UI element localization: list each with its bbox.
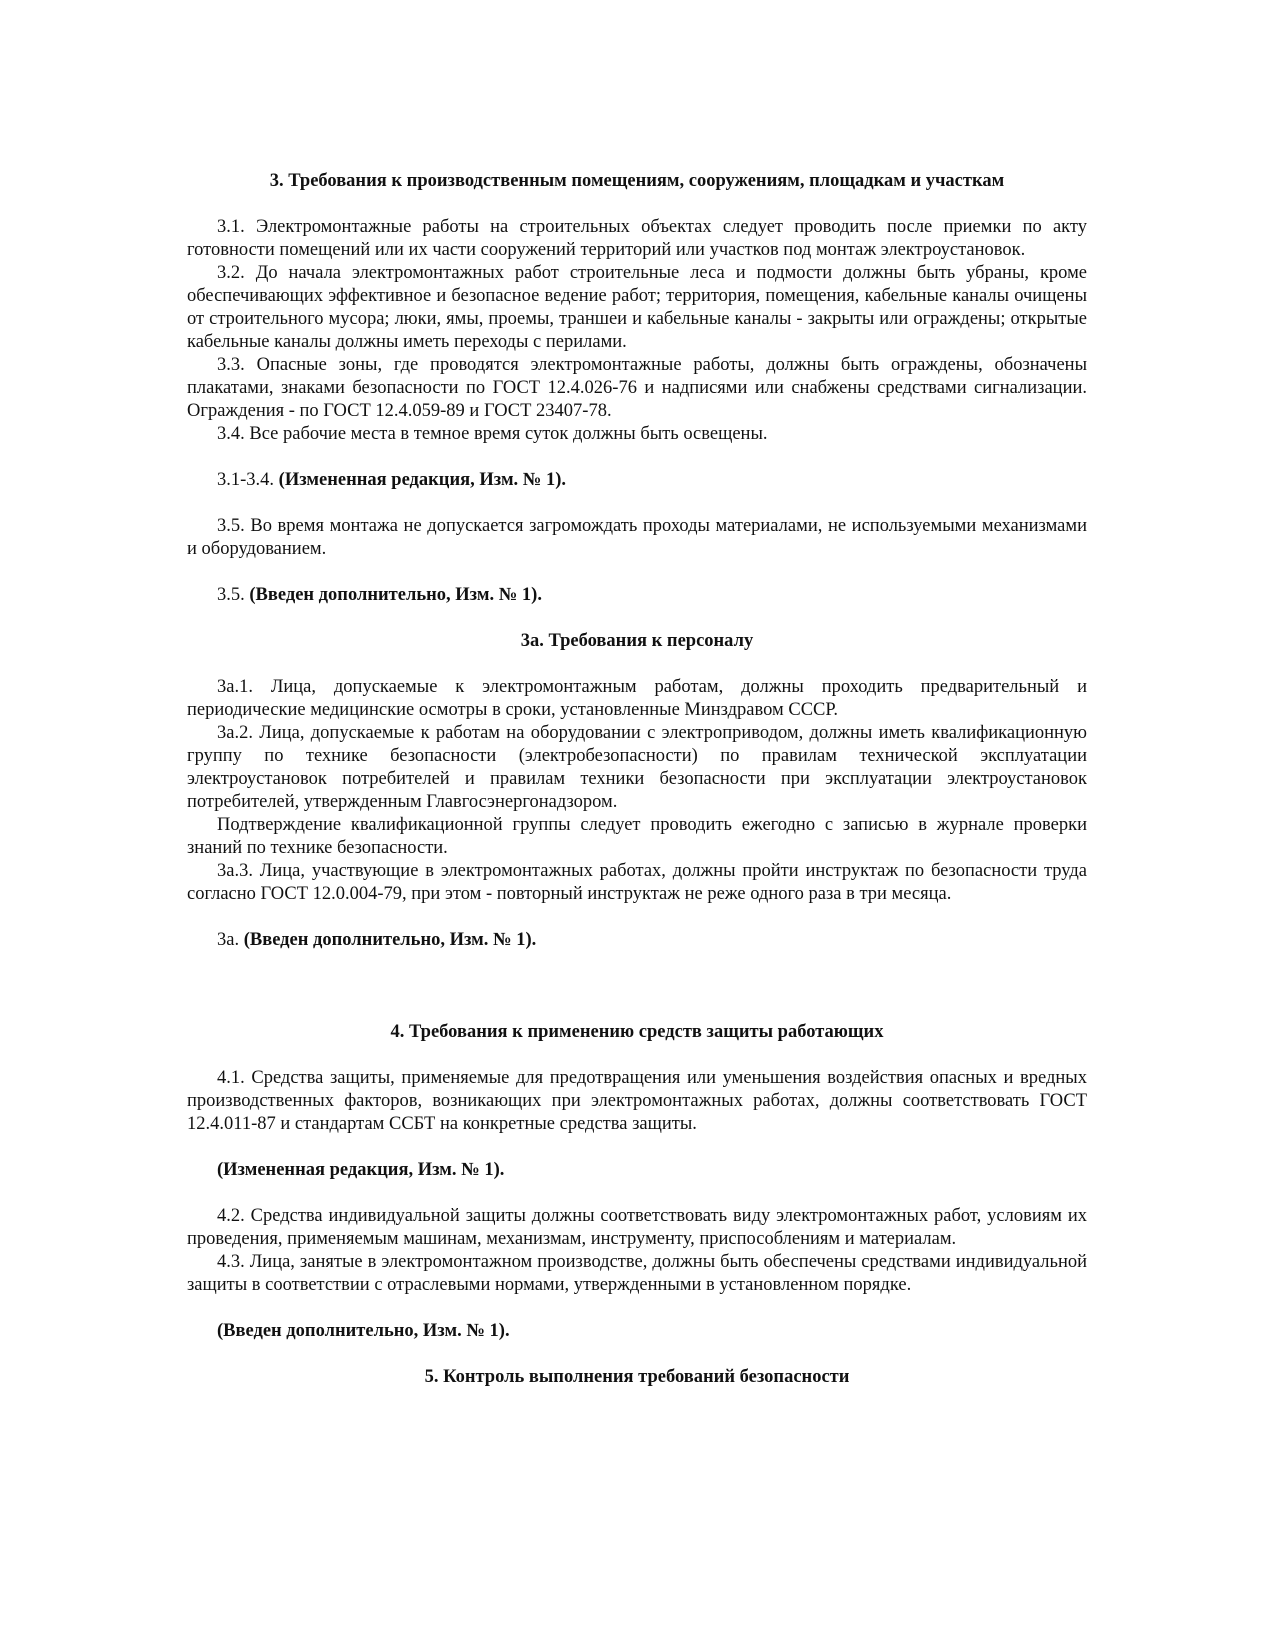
paragraph-4-3: 4.3. Лица, занятые в электромонтажном производстве, должны быть обеспечены средствами индивидуальной защиты в соответствии с отраслевыми нормами, утвержденными в установленном порядке. — [187, 1252, 1087, 1295]
amendment-note-4-3 — [187, 1320, 1087, 1343]
paragraph-3a-2-confirmation: Подтверждение квалификационной группы следует проводить ежегодно с записью в журнале проверки знаний по технике безопасности. — [187, 815, 1087, 858]
paragraph-3-3: 3.3. Опасные зоны, где проводятся электромонтажные работы, должны быть ограждены, обозначены плакатами, знаками безопасности по ГОСТ 12.4.026-76 и надписями или снабжены средствами сигнализации. Ограждения - по ГОСТ 12.4.059-89 и ГОСТ 23407-78. — [187, 355, 1087, 421]
paragraph-3-1: 3.1. Электромонтажные работы на строительных объектах следует проводить после приемки по акту готовности помещений или их части сооружений территорий или участков под монтаж электроустановок. — [187, 217, 1087, 260]
amendment-note-text: (Введен дополнительно, Изм. № 1). — [217, 1321, 510, 1341]
amendment-note-3-1-3-4 — [187, 469, 1087, 492]
paragraph-3a-2: 3а.2. Лица, допускаемые к работам на оборудовании с электроприводом, должны иметь квалификационную группу по технике безопасности (электробезопасности) по правилам технической эксплуатации электроустановок потребителей и правилам техники безопасности при эксплуатации электроустановок потребителей, утвержденным Главгосэнергонадзором. — [187, 723, 1087, 812]
section-3-heading: 3. Требования к производственным помещениям, сооружениям, площадкам и участкам — [269, 171, 1005, 191]
paragraph-3-4: 3.4. Все рабочие места в темное время суток должны быть освещены. — [217, 424, 768, 444]
amendment-note-prefix: 3а. — [217, 930, 244, 950]
amendment-note-4-1 — [187, 1159, 1087, 1182]
paragraph-3-5: 3.5. Во время монтажа не допускается загромождать проходы материалами, не используемыми механизмами и оборудованием. — [187, 516, 1087, 559]
amendment-note-text: (Измененная редакция, Изм. № 1). — [278, 470, 567, 490]
amendment-note-3a — [187, 929, 1087, 952]
section-5-heading: 5. Контроль выполнения требований безопасности — [424, 1367, 850, 1387]
document-page — [187, 170, 1087, 1389]
paragraph-3-2: 3.2. До начала электромонтажных работ строительные леса и подмости должны быть убраны, кроме обеспечивающих эффективное и безопасное ведение работ; территория, помещения, кабельные каналы очищены от строительного мусора; люки, ямы, проемы, траншеи и кабельные каналы - закрыты или ограждены; открытые кабельные каналы должны иметь переходы с перилами. — [187, 263, 1087, 352]
section-3a-heading: 3а. Требования к персоналу — [520, 631, 754, 651]
amendment-note-text: (Введен дополнительно, Изм. № 1). — [243, 930, 537, 950]
paragraph-4-2: 4.2. Средства индивидуальной защиты должны соответствовать виду электромонтажных работ, условиям их проведения, применяемым машинам, механизмам, инструменту, приспособлениям и материалам. — [187, 1206, 1087, 1249]
amendment-note-text: (Введен дополнительно, Изм. № 1). — [249, 585, 542, 605]
paragraph-4-1: 4.1. Средства защиты, применяемые для предотвращения или уменьшения воздействия опасных и вредных производственных факторов, возникающих при электромонтажных работах, должны соответствовать ГОСТ 12.4.011-87 и стандартам ССБТ на конкретные средства защиты. — [187, 1068, 1087, 1134]
paragraph-3a-3: 3а.3. Лица, участвующие в электромонтажных работах, должны пройти инструктаж по безопасности труда согласно ГОСТ 12.0.004-79, при этом - повторный инструктаж не реже одного раза в три месяца. — [187, 861, 1087, 904]
amendment-note-prefix: 3.1-3.4. — [217, 470, 279, 490]
amendment-note-text: (Измененная редакция, Изм. № 1). — [217, 1160, 505, 1180]
amendment-note-3-5 — [187, 584, 1087, 607]
section-4-heading: 4. Требования к применению средств защиты работающих — [390, 1022, 884, 1042]
paragraph-3a-1: 3а.1. Лица, допускаемые к электромонтажным работам, должны проходить предварительный и периодические медицинские осмотры в сроки, установленные Минздравом СССР. — [187, 677, 1087, 720]
amendment-note-prefix: 3.5. — [217, 585, 250, 605]
